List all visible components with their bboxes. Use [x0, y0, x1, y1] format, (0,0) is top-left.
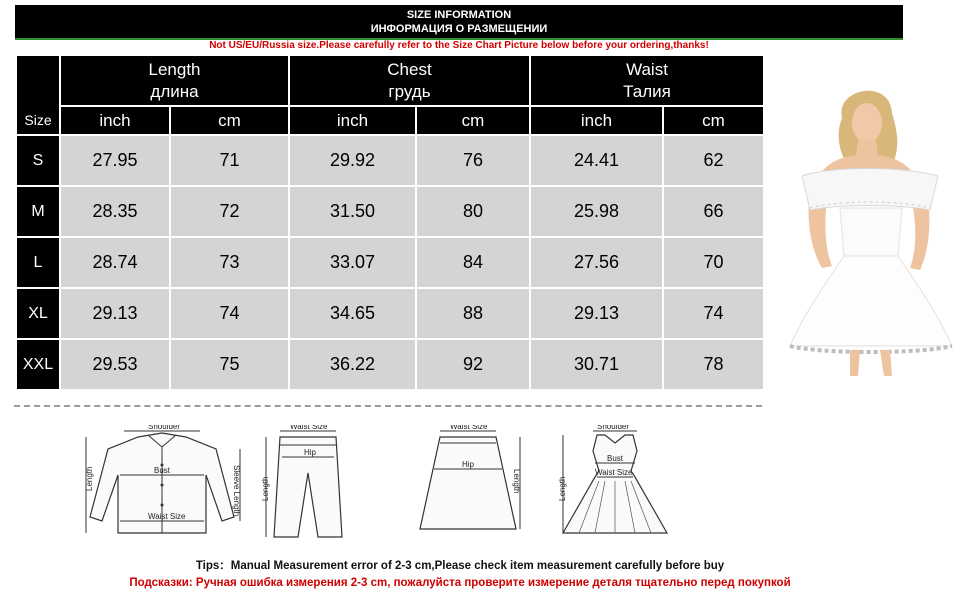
length-label-ru: длина — [150, 81, 199, 101]
size-label: M — [17, 187, 59, 236]
table-cell: 27.95 — [61, 136, 169, 185]
size-label: XL — [17, 289, 59, 338]
size-column-header: Size — [17, 56, 59, 134]
table-cell: 88 — [417, 289, 529, 338]
chest-group-header — [290, 56, 529, 105]
table-cell: 66 — [664, 187, 763, 236]
waist-label-en: Waist — [626, 59, 668, 79]
table-row — [17, 238, 763, 287]
table-row — [17, 340, 763, 389]
table-cell: 80 — [417, 187, 529, 236]
size-information-header — [15, 5, 903, 38]
table-cell: 28.74 — [61, 238, 169, 287]
shirt-length-label: Length — [85, 466, 94, 491]
table-row — [17, 136, 763, 185]
tips-english: Tips：Manual Measurement error of 2-3 cm,Please check item measurement carefully before buy — [195, 560, 725, 572]
skirt-waist-label: Waist Size — [450, 425, 488, 431]
table-cell: 36.22 — [290, 340, 415, 389]
size-label: L — [17, 238, 59, 287]
table-cell: 33.07 — [290, 238, 415, 287]
table-cell: 29.92 — [290, 136, 415, 185]
pants-hip-label: Hip — [304, 448, 317, 457]
section-divider — [14, 405, 762, 407]
table-cell: 62 — [664, 136, 763, 185]
table-cell: 29.13 — [61, 289, 169, 338]
dress-measurement-diagram — [555, 425, 675, 545]
unit-header: inch — [290, 107, 415, 134]
table-cell: 25.98 — [531, 187, 662, 236]
size-chart-table — [15, 54, 765, 391]
unit-header: cm — [417, 107, 529, 134]
length-group-header — [61, 56, 288, 105]
pants-waist-label: Waist Size — [290, 425, 328, 431]
table-cell: 29.13 — [531, 289, 662, 338]
pants-measurement-diagram — [258, 425, 358, 545]
table-row — [17, 187, 763, 236]
product-photo — [780, 78, 960, 376]
size-label: S — [17, 136, 59, 185]
table-row — [17, 289, 763, 338]
dress-waist-label: Waist Size — [595, 468, 633, 477]
table-cell: 71 — [171, 136, 288, 185]
table-cell: 31.50 — [290, 187, 415, 236]
waist-group-header — [531, 56, 763, 105]
skirt-length-label: Length — [512, 469, 521, 494]
unit-header: cm — [664, 107, 763, 134]
table-cell: 73 — [171, 238, 288, 287]
size-label: XXL — [17, 340, 59, 389]
unit-header: inch — [531, 107, 662, 134]
table-cell: 70 — [664, 238, 763, 287]
skirt-measurement-diagram — [408, 425, 528, 545]
chest-label-ru: грудь — [388, 81, 431, 101]
dress-length-label: Length — [558, 476, 567, 501]
shirt-waist-label: Waist Size — [148, 512, 186, 521]
table-cell: 28.35 — [61, 187, 169, 236]
shirt-measurement-diagram — [78, 425, 246, 545]
table-cell: 29.53 — [61, 340, 169, 389]
tips-russian: Подсказки: Ручная ошибка измерения 2-3 cm, пожалуйста проверите измерение деталя тщательно перед покупкой — [129, 577, 791, 589]
table-cell: 78 — [664, 340, 763, 389]
skirt-hip-label: Hip — [462, 460, 475, 469]
shirt-sleeve-label: Sleeve Length — [232, 465, 241, 517]
table-cell: 72 — [171, 187, 288, 236]
shirt-bust-label: Bust — [154, 466, 171, 475]
table-cell: 84 — [417, 238, 529, 287]
table-cell: 24.41 — [531, 136, 662, 185]
table-cell: 74 — [664, 289, 763, 338]
table-cell: 92 — [417, 340, 529, 389]
pants-length-label: Length — [261, 476, 270, 501]
size-notice: Not US/EU/Russia size.Please carefully refer to the Size Chart Picture below before your ordering,thanks! — [209, 40, 709, 51]
table-cell: 75 — [171, 340, 288, 389]
dress-shoulder-label: Shoulder — [597, 425, 630, 431]
table-cell: 76 — [417, 136, 529, 185]
chest-label-en: Chest — [387, 59, 432, 79]
dress-bust-label: Bust — [607, 454, 624, 463]
table-cell: 30.71 — [531, 340, 662, 389]
header-title-en: SIZE INFORMATION — [406, 9, 512, 21]
waist-label-ru: Талия — [623, 81, 671, 101]
shirt-shoulder-label: Shoulder — [148, 425, 181, 431]
table-cell: 27.56 — [531, 238, 662, 287]
table-cell: 34.65 — [290, 289, 415, 338]
header-title-ru: ИНФОРМАЦИЯ О РАЗМЕЩЕНИИ — [370, 23, 548, 35]
length-label-en: Length — [148, 59, 201, 79]
table-cell: 74 — [171, 289, 288, 338]
unit-header: cm — [171, 107, 288, 134]
unit-header: inch — [61, 107, 169, 134]
